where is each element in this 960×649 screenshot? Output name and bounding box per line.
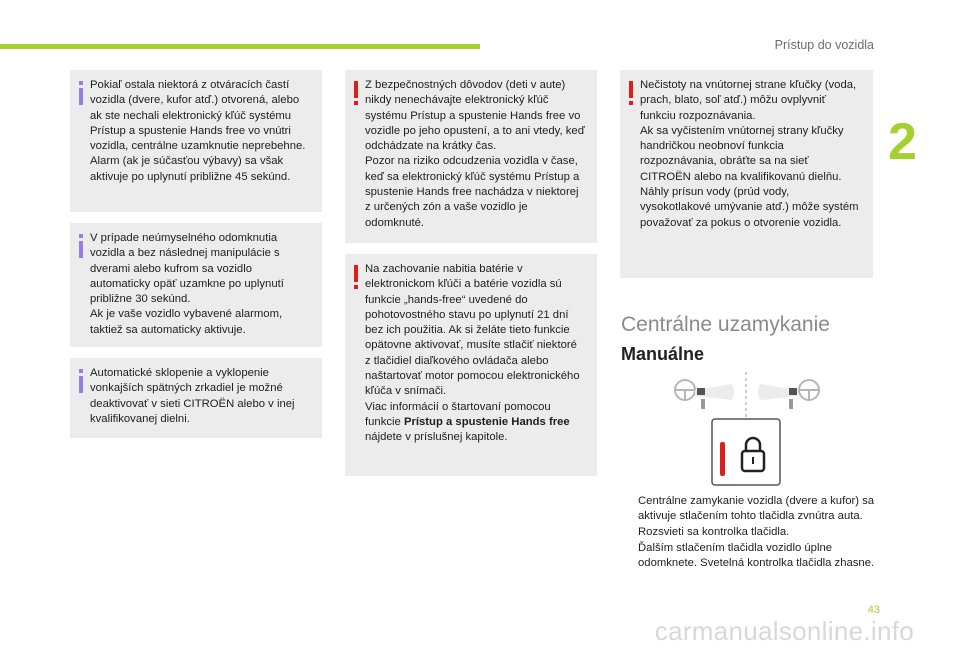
list-item-text: Ďalším stlačením tlačidla vozidlo úplne odomknete. Svetelná kontrolka tlačidla zhasne. [638, 541, 875, 570]
steering-wheel-icon [758, 380, 819, 409]
note-text: Automatické sklopenie a vyklopenie vonkajších spätných zrkadiel je možné deaktivovať v sieti CITROËN alebo v inej kvalifikovanej dielni. [90, 367, 295, 425]
note-text-part: nájdete v príslušnej kapitole. [365, 431, 508, 444]
info-icon [79, 369, 83, 393]
warning-note-box [620, 70, 873, 278]
warning-icon [354, 265, 358, 289]
page-number: 43 [867, 604, 880, 616]
info-icon [79, 234, 83, 258]
header-accent-bar [0, 44, 480, 49]
note-text-bold: Prístup a spustenie Hands free [403, 415, 570, 428]
info-icon [79, 81, 83, 105]
chapter-number: 2 [888, 113, 917, 171]
warning-note-box [345, 70, 597, 243]
indicator-light [720, 442, 725, 476]
note-text-part: Na zachovanie nabitia batérie v elektronickom kľúči a batérie vozidla sú funkcie „hands-free“ uvedené do pohotovostného stavu po uplynutí 21 dní bez ich použitia. Ak si želáte tieto funkcie opätovne aktivovať, musíte stlačiť niektoré z tlačidiel diaľkového ovládača alebo naštartovať motor pomocou elektronického kľúča v snímači. Viac informácií o štartovaní pomocou funkcie [365, 263, 580, 428]
watermark: carmanualsonline.info [654, 616, 914, 646]
note-text: Nečistoty na vnútornej strane kľučky (voda, prach, blato, soľ atď.) môžu ovplyvniť funkciu rozpoznávania. Ak sa vyčistením vnútornej strany kľučky handričkou neobnoví funkcia rozpoznávania, obráťte sa na sieť CITROËN alebo na kvalifikovanú dielňu. Náhly prísun vody (prúd vody, vysokotlakové umývanie atď.) môže systém považovať za pokus o otvorenie vozidla. [640, 79, 859, 229]
note-text: V prípade neúmyselného odomknutia vozidla a bez následnej manipulácie s dverami alebo kufrom sa vozidlo automaticky opäť uzamkne po uplynutí približne 30 sekúnd. Ak je vaše vozidlo vybavené alarmom, taktiež sa automaticky aktivuje. [90, 232, 284, 336]
warning-note-box [345, 254, 597, 476]
warning-icon [629, 81, 633, 105]
warning-icon [354, 81, 358, 105]
note-text [365, 262, 585, 446]
info-note-box [70, 358, 322, 438]
page-header-title: Prístup do vozidla [774, 38, 874, 52]
note-text: Pokiaľ ostala niektorá z otváracích častí vozidla (dvere, kufor atď.) otvorená, alebo ak ste nechali elektronický kľúč systému Prístup a spustenie Hands free vo vnútri vozidla, centrálne uzamknutie neprebehne. Alarm (ak je súčasťou výbavy) sa však aktivuje po uplynutí približne 45 sekúnd. [90, 79, 306, 183]
central-locking-illustration [668, 370, 828, 488]
list-item [621, 494, 881, 540]
section-title: Centrálne uzamykanie [621, 313, 830, 336]
info-note-box [70, 223, 322, 347]
list-item-text: Centrálne zamykanie vozidla (dvere a kufor) sa aktivuje stlačením tohto tlačidla zvnútra auta. Rozsvieti sa kontrolka tlačidla. [638, 495, 875, 538]
instruction-list [621, 494, 881, 572]
list-item [621, 541, 881, 572]
info-note-box [70, 70, 322, 212]
note-text: Z bezpečnostných dôvodov (deti v aute) nikdy nenechávajte elektronický kľúč systému Prístup a spustenie Hands free vo vozidle po jeho opustení, a to ani vtedy, keď odchádzate na krátky čas. Pozor na riziko odcudzenia vozidla v čase, keď sa elektronický kľúč systému Prístup a spustenie Hands free nachádza v niektorej z určených zón a vaše vozidlo je odomknuté. [365, 79, 585, 229]
steering-wheel-icon [675, 380, 734, 409]
subsection-title: Manuálne [621, 344, 705, 364]
